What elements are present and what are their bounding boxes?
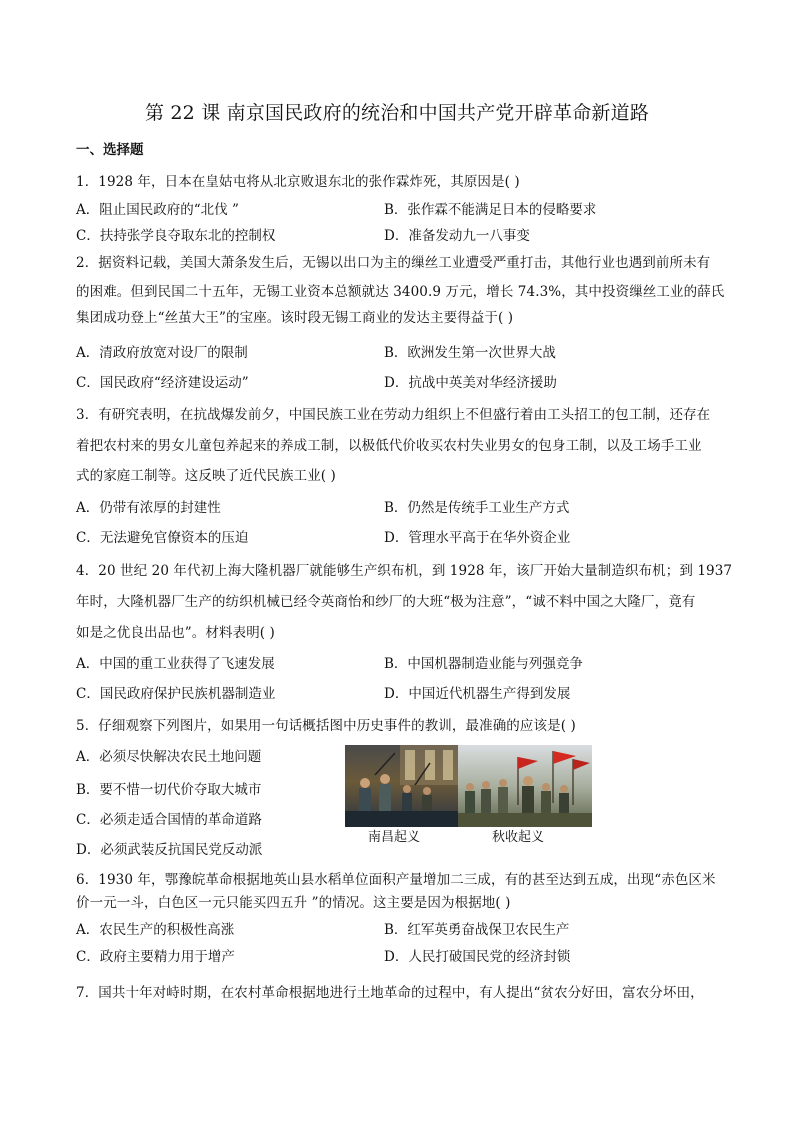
question-5-option-a[interactable]: A．必须尽快解决农民土地问题 <box>76 749 262 765</box>
question-5-option-b[interactable]: B．要不惜一切代价夺取大城市 <box>76 782 262 798</box>
autumn-harvest-uprising-painting <box>458 745 592 827</box>
question-6-option-a[interactable]: A．农民生产的积极性高涨 <box>76 922 235 938</box>
question-4-option-c[interactable]: C．国民政府保护民族机器制造业 <box>76 686 276 702</box>
question-4-option-d[interactable]: D．中国近代机器生产得到发展 <box>384 686 571 702</box>
question-4-option-b[interactable]: B．中国机器制造业能与列强竞争 <box>384 656 583 672</box>
question-6-option-c[interactable]: C．政府主要精力用于增产 <box>76 949 235 965</box>
question-2-stem-line-2: 的困难。但到民国二十五年，无锡工业资本总额就达 3400.9 万元，增长 74.3%，其中投资缫丝工业的薛氏 <box>76 284 725 300</box>
caption-autumn-harvest-uprising: 秋收起义 <box>492 830 545 845</box>
question-6-option-b[interactable]: B．红军英勇奋战保卫农民生产 <box>384 922 570 938</box>
question-5-option-d[interactable]: D．必须武装反抗国民党反动派 <box>76 842 263 858</box>
question-2-stem-line-1: 2．据资料记载，美国大萧条发生后，无锡以出口为主的缫丝工业遭受严重打击，其他行业也遇到前所未有 <box>76 255 711 271</box>
question-6-stem-line-1: 6．1930 年，鄂豫皖革命根据地英山县水稻单位面积产量增加二三成，有的甚至达到五成，出现“赤色区米 <box>76 872 716 888</box>
nanchang-uprising-painting <box>345 745 458 827</box>
caption-nanchang-uprising: 南昌起义 <box>368 830 421 845</box>
question-1-stem: 1．1928 年，日本在皇姑屯将从北京败退东北的张作霖炸死，其原因是( ) <box>76 174 520 190</box>
question-2-option-c[interactable]: C．国民政府“经济建设运动” <box>76 375 249 391</box>
question-5-stem: 5．仔细观察下列图片，如果用一句话概括图中历史事件的教训，最准确的应该是( ) <box>76 718 576 734</box>
question-6-stem-line-2: 价一元一斗，白色区一元只能买四五升 ”的情况。这主要是因为根据地( ) <box>76 895 511 911</box>
question-7-stem-line-1: 7．国共十年对峙时期，在农村革命根据地进行土地革命的过程中，有人提出“贫农分好田，富农分坏田， <box>76 985 704 1001</box>
question-3-stem-line-2: 着把农村来的男女儿童包养起来的养成工制，以极低代价收买农村失业男女的包身工制，以及工场手工业 <box>76 438 702 454</box>
question-1-option-a[interactable]: A．阻止国民政府的“北伐 ” <box>76 202 239 218</box>
question-4-option-a[interactable]: A．中国的重工业获得了飞速发展 <box>76 656 275 672</box>
section-heading: 一、选择题 <box>76 142 144 158</box>
question-4-stem-line-3: 如是之优良出品也”。材料表明( ) <box>76 625 275 641</box>
lesson-title: 第 22 课 南京国民政府的统治和中国共产党开辟革命新道路 <box>144 102 650 124</box>
question-3-option-b[interactable]: B．仍然是传统手工业生产方式 <box>384 500 570 516</box>
question-5-figure <box>345 745 592 827</box>
question-4-stem-line-2: 年时，大隆机器厂生产的纺织机械已经令英商怡和纱厂的大班“极为注意”，“诚不料中国之大隆厂，竟有 <box>76 594 696 610</box>
question-3-stem-line-3: 式的家庭工制等。这反映了近代民族工业( ) <box>76 468 336 484</box>
question-1-option-c[interactable]: C．扶持张学良夺取东北的控制权 <box>76 228 276 244</box>
question-1-option-d[interactable]: D．准备发动九一八事变 <box>384 228 530 244</box>
question-2-option-b[interactable]: B．欧洲发生第一次世界大战 <box>384 345 556 361</box>
question-6-option-d[interactable]: D．人民打破国民党的经济封锁 <box>384 949 571 965</box>
question-3-option-d[interactable]: D．管理水平高于在华外资企业 <box>384 530 571 546</box>
question-3-stem-line-1: 3．有研究表明，在抗战爆发前夕，中国民族工业在劳动力组织上不但盛行着由工头招工的包工制，还存在 <box>76 407 711 423</box>
question-5-option-c[interactable]: C．必须走适合国情的革命道路 <box>76 812 262 828</box>
question-2-stem-line-3: 集团成功登上“丝茧大王”的宝座。该时段无锡工商业的发达主要得益于( ) <box>76 310 514 326</box>
question-3-option-c[interactable]: C．无法避免官僚资本的压迫 <box>76 530 249 546</box>
question-4-stem-line-1: 4．20 世纪 20 年代初上海大隆机器厂就能够生产织布机，到 1928 年，该厂开始大量制造织布机；到 1937 <box>76 563 733 579</box>
question-3-option-a[interactable]: A．仍带有浓厚的封建性 <box>76 500 221 516</box>
question-1-option-b[interactable]: B．张作霖不能满足日本的侵略要求 <box>384 202 597 218</box>
question-2-option-d[interactable]: D．抗战中英美对华经济援助 <box>384 375 557 391</box>
question-2-option-a[interactable]: A．清政府放宽对设厂的限制 <box>76 345 248 361</box>
